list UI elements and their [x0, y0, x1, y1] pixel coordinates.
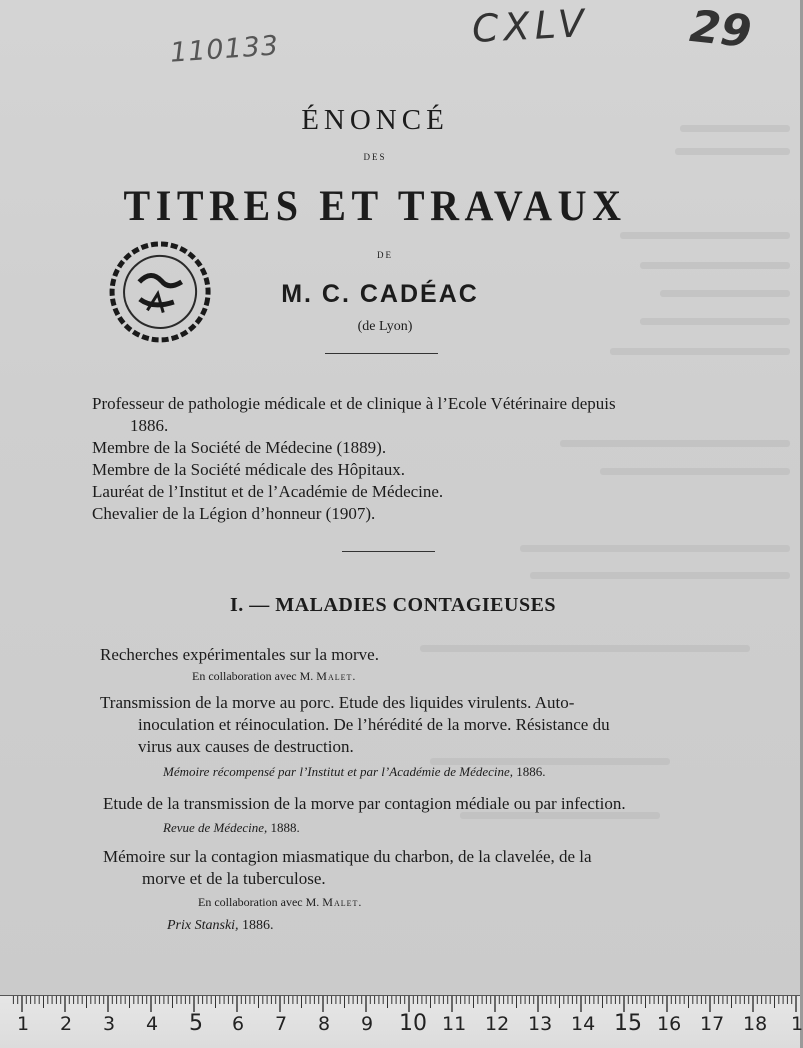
note-year: 1886.: [516, 764, 546, 779]
divider-middle: [342, 551, 435, 552]
entry-note: [167, 918, 274, 934]
measurement-ruler: [0, 995, 803, 1048]
library-stamp: [101, 233, 220, 352]
ruler-number: 8: [318, 1013, 331, 1035]
section-heading: I. — MALADIES CONTAGIEUSES: [230, 594, 557, 616]
note-year: 1886.: [242, 918, 274, 933]
ruler-number: 3: [103, 1013, 116, 1035]
note-text: Revue de Médecine,: [163, 820, 268, 835]
note-year: 1888.: [270, 820, 300, 835]
ruler-number: 17: [700, 1013, 725, 1035]
author-name: M. C. CADÉAC: [281, 280, 479, 308]
collab-prefix: En collaboration avec M.: [192, 669, 314, 683]
author-city: (de Lyon): [357, 319, 413, 334]
ruler-number: 11: [442, 1013, 467, 1035]
ruler-number: 18: [743, 1013, 768, 1035]
title-line: 1886.: [130, 416, 169, 435]
handwritten-shelfmark: CXLV: [470, 0, 591, 52]
entry-title-cont: virus aux causes de destruction.: [138, 737, 354, 756]
ruler-number: 14: [571, 1013, 596, 1035]
ruler-number: 1: [17, 1013, 30, 1035]
handwritten-folio-number: 29: [687, 0, 754, 59]
entry-note: [163, 764, 546, 780]
title-line: Lauréat de l’Institut et de l’Académie de Médecine.: [92, 482, 444, 501]
heading-des: DES: [363, 152, 387, 162]
ruler-number: 5: [189, 1011, 203, 1036]
ruler-number: 12: [485, 1013, 510, 1035]
entry-title: Etude de la transmission de la morve par contagion médiale ou par infection.: [103, 794, 626, 813]
ruler-number: 1: [791, 1013, 803, 1035]
page-title: TITRES ET TRAVAUX: [123, 183, 627, 230]
ruler-number: 6: [232, 1013, 245, 1035]
ruler-number: 7: [275, 1013, 288, 1035]
entry-note: [163, 820, 300, 836]
entry-title-cont: morve et de la tuberculose.: [142, 869, 326, 888]
author-titles: [92, 393, 692, 525]
divider-top: [325, 353, 438, 354]
collab-name: Malet.: [316, 669, 357, 683]
ruler-number: 16: [657, 1013, 682, 1035]
entry-title: Mémoire sur la contagion miasmatique du charbon, de la clavelée, de la: [103, 847, 592, 866]
heading-enonce: ÉNONCÉ: [301, 104, 449, 136]
collab-prefix: En collaboration avec M.: [198, 895, 320, 909]
ruler-number: 10: [399, 1011, 427, 1036]
ruler-number: 9: [361, 1013, 374, 1035]
ruler-number: 13: [528, 1013, 553, 1035]
entry-title: Recherches expérimentales sur la morve.: [100, 645, 379, 664]
title-line: Professeur de pathologie médicale et de clinique à l’Ecole Vétérinaire depuis: [92, 394, 616, 413]
ruler-number: 2: [60, 1013, 73, 1035]
collab-name: Malet.: [322, 895, 363, 909]
title-line: Membre de la Société médicale des Hôpitaux.: [92, 460, 405, 479]
entry-collaboration: [192, 669, 356, 684]
title-line: Membre de la Société de Médecine (1889).: [92, 438, 387, 457]
entry-collaboration: [198, 895, 362, 910]
entry-title: Transmission de la morve au porc. Etude des liquides virulents. Auto-: [100, 693, 575, 712]
ruler-number: 15: [614, 1011, 642, 1036]
ruler-number: 4: [146, 1013, 159, 1035]
heading-de: DE: [377, 250, 393, 260]
entry-title-cont: inoculation et réinoculation. De l’hérédité de la morve. Résistance du: [138, 715, 610, 734]
title-line: Chevalier de la Légion d’honneur (1907).: [92, 504, 376, 523]
note-text: Prix Stanski,: [167, 918, 239, 933]
handwritten-inventory-number: 110133: [169, 30, 281, 69]
note-text: Mémoire récompensé par l’Institut et par l’Académie de Médecine,: [163, 764, 514, 779]
